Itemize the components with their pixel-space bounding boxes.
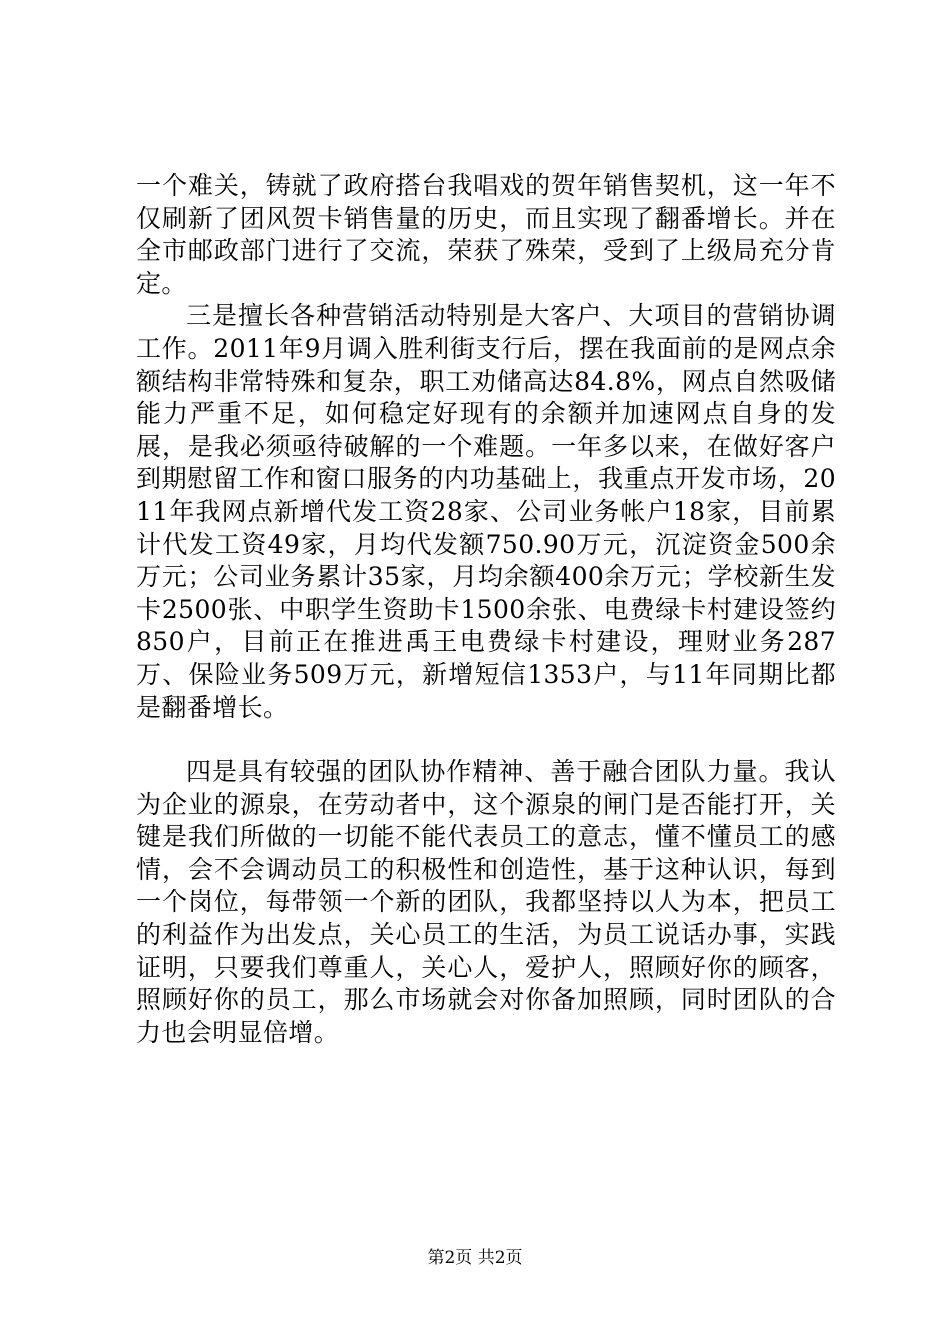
paragraph-point-three: 三是擅长各种营销活动特别是大客户、大项目的营销协调工作。2011年9月调入胜利街支行后，摆在我面前的是网点余额结构非常特殊和复杂，职工劝储高达84.8%，网点自然吸储能力严重不足，如何稳定好现有的余额并加速网点自身的发展，是我必须亟待破解的一个难题。一年多以来，在做好客户到期慰留工作和窗口服务的内功基础上，我重点开发市场，2011年我网点新增代发工资28家、公司业务帐户18家，目前累计代发工资49家，月均代发额750.90万元，沉淀资金500余万元；公司业务累计35家，月均余额400余万元；学校新生发卡2500张、中职学生资助卡1500余张、电费绿卡村建设签约850户，目前正在推进禹王电费绿卡村建设，理财业务287万、保险业务509万元，新增短信1353户，与11年同期比都是翻番增长。 [136,301,836,722]
document-body [136,170,836,1049]
paragraph-point-four: 四是具有较强的团队协作精神、善于融合团队力量。我认为企业的源泉，在劳动者中，这个源泉的闸门是否能打开，关键是我们所做的一切能不能代表员工的意志，懂不懂员工的感情，会不会调动员工的积极性和创造性，基于这种认识，每到一个岗位，每带领一个新的团队，我都坚持以人为本，把员工的利益作为出发点，关心员工的生活，为员工说话办事，实践证明，只要我们尊重人，关心人，爱护人，照顾好你的顾客，照顾好你的员工，那么市场就会对你备加照顾，同时团队的合力也会明显倍增。 [136,757,836,1047]
paragraph-continuation: 一个难关，铸就了政府搭台我唱戏的贺年销售契机，这一年不仅刷新了团风贺卡销售量的历史，而且实现了翻番增长。并在全市邮政部门进行了交流，荣获了殊荣，受到了上级局充分肯定。 [136,171,836,298]
page-number-footer: 第2页 共2页 [427,1248,523,1268]
